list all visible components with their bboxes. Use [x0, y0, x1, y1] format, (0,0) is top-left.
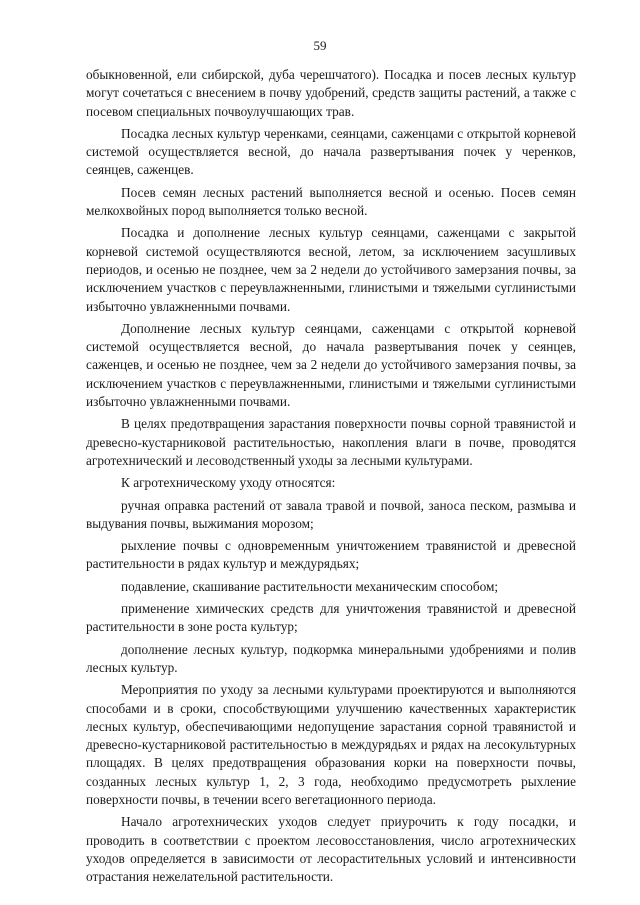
page-number: 59 — [313, 38, 327, 53]
document-body — [86, 66, 576, 886]
list-item-mowing: подавление, скашивание растительности механическим способом; — [121, 578, 499, 594]
paragraph-agrotech-care-heading: К агротехническому уходу относятся: — [121, 475, 336, 491]
paragraph-care-measures: Мероприятия по уходу за лесными культурами проектируются и выполняются способами и в сроки, способствующими улучшению качественных характеристик лесных культур, обеспечивающими недопущение зарастания сорной травянистой и древесно-кустарниковой растительностью в междурядьях и рядах на лесокультурных площадях. В целях предотвращения образования корки на поверхности почвы, созданных лесных культур 1, 2, 3 года, необходимо предусмотреть рыхление поверхности почвы, в течении всего вегетационного периода. — [86, 682, 576, 807]
paragraph-sowing-seeds: Посев семян лесных растений выполняется весной и осенью. Посев семян мелкохвойных пород выполняется только весной. — [86, 184, 576, 219]
paragraph-closed-root-planting: Посадка и дополнение лесных культур сеянцами, саженцами с закрытой корневой системой осуществляются весной, летом, за исключением засушливых периодов, и осенью не позднее, чем за 2 недели до устойчивого замерзания почвы, за исключением участков с переувлажненными, глинистыми и тяжелыми суглинистыми избыточно увлажненными почвами. — [86, 225, 576, 314]
paragraph-care-start: Начало агротехнических уходов следует приурочить к году посадки, и проводить в соответствии с проектом лесовосстановления, число агротехнических уходов определяется в зависимости от лесорастительных условий и интенсивности отрастания нежелательной растительности. — [86, 814, 576, 885]
paragraph-care-purpose: В целях предотвращения зарастания поверхности почвы сорной травянистой и древесно-кустарниковой растительностью, накопления влаги в почве, проводятся агротехнический и лесоводственный уходы за лесными культурами. — [86, 416, 576, 468]
paragraph-continuation: обыкновенной, ели сибирской, дуба черешчатого). Посадка и посев лесных культур могут сочетаться с внесением в почву удобрений, средств защиты растений, а также с посевом специальных почвоулучшающих трав. — [86, 67, 576, 119]
list-item-supplement-fertilizing: дополнение лесных культур, подкормка минеральными удобрениями и полив лесных культур. — [86, 641, 576, 675]
list-item-manual-clearing: ручная оправка растений от завала травой и почвой, заноса песком, размыва и выдувания почвы, выжимания морозом; — [86, 497, 576, 531]
list-item-loosening: рыхление почвы с одновременным уничтожением травянистой и древесной растительности в рядах культур и междурядьях; — [86, 538, 576, 572]
list-item-chemicals: применение химических средств для уничтожения травянистой и древесной растительности в зоне роста культур; — [86, 601, 576, 635]
paragraph-open-root-supplement: Дополнение лесных культур сеянцами, саженцами с открытой корневой системой осуществляется весной, до начала развертывания почек у сеянцев, саженцев, и осенью не позднее, чем за 2 недели до устойчивого замерзания почвы, за исключением участков с переувлажненными, глинистыми и тяжелыми суглинистыми избыточно увлажненными почвами. — [86, 320, 576, 410]
paragraph-planting-cuttings: Посадка лесных культур черенками, сеянцами, саженцами с открытой корневой системой осуществляется весной, до начала развертывания почек у черенков, сеянцев, саженцев. — [86, 125, 576, 178]
